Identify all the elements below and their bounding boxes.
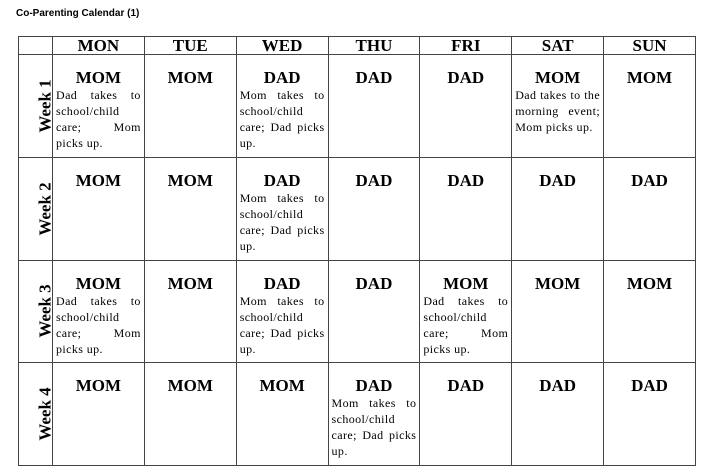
header-corner-cell	[19, 37, 53, 55]
handoff-note: Dad takes to school/child care; Mom picks up.	[56, 293, 141, 356]
week-row	[19, 157, 696, 260]
day-cell-sat	[512, 55, 604, 158]
handoff-note: Mom takes to school/child care; Dad picks up.	[239, 190, 325, 253]
day-cell-wed	[236, 260, 328, 363]
week-row	[19, 55, 696, 158]
day-cell-tue	[144, 363, 236, 466]
handoff-note: Mom takes to school/child care; Dad picks up.	[239, 293, 325, 356]
parent-assignment: MOM	[167, 68, 213, 87]
day-cell-tue	[144, 157, 236, 260]
day-header-wed: WED	[236, 37, 328, 55]
day-cell-fri	[420, 363, 512, 466]
day-cell-sat	[512, 363, 604, 466]
parent-assignment: MOM	[75, 273, 122, 293]
day-cell-fri	[420, 157, 512, 260]
parent-assignment: MOM	[534, 68, 581, 87]
day-cell-thu	[328, 260, 420, 363]
day-cell-sun	[604, 157, 696, 260]
day-cell-sat	[512, 260, 604, 363]
day-header-sun: SUN	[604, 37, 696, 55]
day-cell-mon	[53, 260, 145, 363]
parent-assignment: DAD	[631, 376, 668, 396]
parent-assignment: MOM	[75, 376, 122, 396]
parent-assignment: DAD	[355, 273, 393, 293]
day-cell-tue	[144, 260, 236, 363]
day-cell-tue	[144, 55, 236, 158]
day-cell-wed	[236, 157, 328, 260]
handoff-note: Mom takes to school/child care; Dad picks up.	[239, 88, 325, 150]
day-cell-fri	[420, 260, 512, 363]
parent-assignment: MOM	[534, 273, 581, 293]
handoff-note: Mom takes to school/child care; Dad picks up.	[331, 396, 417, 459]
parent-assignment: MOM	[443, 273, 489, 293]
week-row	[19, 260, 696, 363]
parent-assignment: MOM	[75, 68, 122, 87]
day-cell-wed	[236, 55, 328, 158]
week-label: Week 1	[35, 79, 55, 133]
week-label-cell	[19, 55, 53, 158]
handoff-note: Dad takes to school/child care; Mom picks up.	[56, 88, 141, 150]
parent-assignment: MOM	[259, 376, 305, 396]
day-cell-wed	[236, 363, 328, 466]
parent-assignment: DAD	[355, 376, 393, 396]
calendar-table	[18, 36, 696, 466]
day-cell-sat	[512, 157, 604, 260]
parent-assignment: MOM	[626, 273, 673, 293]
day-cell-mon	[53, 55, 145, 158]
parent-assignment: DAD	[447, 68, 485, 87]
parent-assignment: MOM	[75, 170, 122, 190]
parent-assignment: DAD	[263, 68, 301, 87]
week-label: Week 3	[35, 284, 55, 339]
parent-assignment: DAD	[355, 170, 393, 190]
parent-assignment: MOM	[167, 273, 213, 293]
week-label-cell	[19, 157, 53, 260]
day-cell-mon	[53, 157, 145, 260]
page-title: Co-Parenting Calendar (1)	[16, 8, 140, 19]
day-cell-mon	[53, 363, 145, 466]
day-cell-sun	[604, 363, 696, 466]
day-header-mon: MON	[53, 37, 145, 55]
week-label-cell	[19, 260, 53, 363]
day-header-tue: TUE	[144, 37, 236, 55]
week-label-cell	[19, 363, 53, 466]
day-cell-fri	[420, 55, 512, 158]
parent-assignment: DAD	[631, 170, 668, 190]
week-row	[19, 363, 696, 466]
week-label: Week 4	[35, 387, 55, 441]
parent-assignment: DAD	[447, 170, 485, 190]
parent-assignment: MOM	[167, 376, 213, 396]
day-header-fri: FRI	[420, 37, 512, 55]
parent-assignment: DAD	[539, 376, 577, 396]
parent-assignment: MOM	[167, 170, 213, 190]
parent-assignment: DAD	[263, 170, 301, 190]
day-cell-sun	[604, 55, 696, 158]
day-cell-thu	[328, 55, 420, 158]
parent-assignment: MOM	[626, 68, 673, 87]
parent-assignment: DAD	[355, 68, 393, 87]
header-row	[19, 37, 696, 55]
day-cell-sun	[604, 260, 696, 363]
day-header-thu: THU	[328, 37, 420, 55]
parent-assignment: DAD	[539, 170, 577, 190]
day-cell-thu	[328, 363, 420, 466]
day-header-sat: SAT	[512, 37, 604, 55]
parent-assignment: DAD	[263, 273, 301, 293]
day-cell-thu	[328, 157, 420, 260]
handoff-note: Dad takes to school/child care; Mom picks up.	[423, 293, 509, 356]
parent-assignment: DAD	[447, 376, 485, 396]
handoff-note: Dad takes to the morning event; Mom picks up.	[515, 88, 601, 134]
week-label: Week 2	[35, 181, 55, 236]
